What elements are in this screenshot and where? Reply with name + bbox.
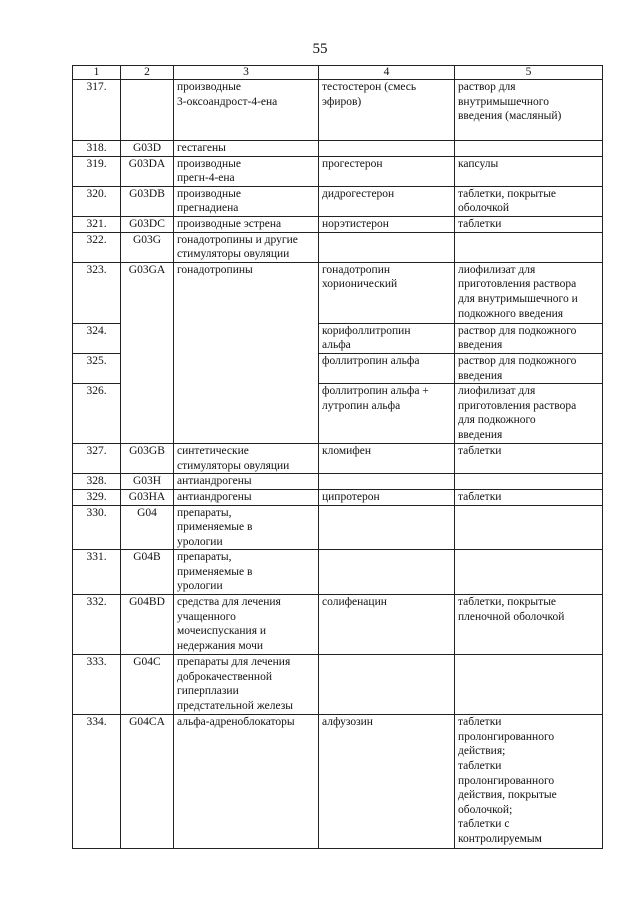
header-col-4: 4 — [319, 66, 455, 80]
drug-name: прогестерон — [319, 156, 455, 186]
table-row — [73, 262, 603, 323]
drug-name — [319, 232, 455, 262]
table-row — [73, 353, 603, 383]
atc-code: G03D — [121, 141, 174, 157]
group-name: антиандрогены — [174, 474, 319, 490]
row-number: 328. — [73, 474, 121, 490]
drug-name — [319, 505, 455, 550]
atc-code — [121, 384, 174, 444]
atc-code: G04CA — [121, 715, 174, 849]
table-row — [73, 595, 603, 655]
row-number: 330. — [73, 505, 121, 550]
group-name: производные прегн-4-ена — [174, 156, 319, 186]
dosage-form — [455, 141, 603, 157]
group-name: препараты, применяемые в урологии — [174, 550, 319, 595]
dosage-form: таблетки пролонгированного действия; таблетки пролонгированного действия, покрытые оболочкой; таблетки с контролируемым — [455, 715, 603, 849]
table-row — [73, 80, 603, 141]
drug-name: алфузозин — [319, 715, 455, 849]
row-number: 323. — [73, 262, 121, 323]
atc-code: G04B — [121, 550, 174, 595]
header-col-3: 3 — [174, 66, 319, 80]
atc-code: G03H — [121, 474, 174, 490]
dosage-form — [455, 505, 603, 550]
group-name: препараты для лечения доброкачественной гиперплазии предстательной железы — [174, 655, 319, 715]
row-number: 332. — [73, 595, 121, 655]
table-row — [73, 323, 603, 353]
atc-code: G04BD — [121, 595, 174, 655]
row-number: 327. — [73, 444, 121, 474]
dosage-form: таблетки — [455, 444, 603, 474]
drug-name: ципротерон — [319, 489, 455, 505]
atc-code: G03GA — [121, 262, 174, 323]
table-row — [73, 384, 603, 444]
drug-name: фоллитропин альфа + лутропин альфа — [319, 384, 455, 444]
table-row — [73, 444, 603, 474]
atc-code — [121, 353, 174, 383]
table-header-row — [73, 66, 603, 80]
group-name: препараты, применяемые в урологии — [174, 505, 319, 550]
atc-code: G03HA — [121, 489, 174, 505]
group-name: гонадотропины — [174, 262, 319, 323]
header-col-5: 5 — [455, 66, 603, 80]
header-col-1: 1 — [73, 66, 121, 80]
atc-code: G04 — [121, 505, 174, 550]
dosage-form — [455, 474, 603, 490]
drug-name: гонадотропин хорионический — [319, 262, 455, 323]
table-row — [73, 489, 603, 505]
drug-name: тестостерон (смесь эфиров) — [319, 80, 455, 141]
group-name: антиандрогены — [174, 489, 319, 505]
dosage-form: капсулы — [455, 156, 603, 186]
drug-name: солифенацин — [319, 595, 455, 655]
dosage-form: раствор для подкожного введения — [455, 353, 603, 383]
dosage-form: таблетки, покрытые оболочкой — [455, 186, 603, 216]
table-row — [73, 655, 603, 715]
group-name — [174, 353, 319, 383]
table-row — [73, 156, 603, 186]
drug-name — [319, 474, 455, 490]
atc-code: G03GB — [121, 444, 174, 474]
group-name: гестагены — [174, 141, 319, 157]
row-number: 324. — [73, 323, 121, 353]
row-number: 322. — [73, 232, 121, 262]
table-row — [73, 232, 603, 262]
row-number: 317. — [73, 80, 121, 141]
drug-table — [72, 65, 603, 849]
atc-code: G03DC — [121, 216, 174, 232]
table-row — [73, 715, 603, 849]
dosage-form: лиофилизат для приготовления раствора для подкожного введения — [455, 384, 603, 444]
row-number: 320. — [73, 186, 121, 216]
group-name: производные 3-оксоандрост-4-ена — [174, 80, 319, 141]
drug-name — [319, 141, 455, 157]
atc-code: G03G — [121, 232, 174, 262]
dosage-form: раствор для внутримышечного введения (масляный) — [455, 80, 603, 141]
row-number: 321. — [73, 216, 121, 232]
drug-name — [319, 550, 455, 595]
atc-code — [121, 80, 174, 141]
row-number: 318. — [73, 141, 121, 157]
drug-name: дидрогестерон — [319, 186, 455, 216]
row-number: 331. — [73, 550, 121, 595]
group-name: производные эстрена — [174, 216, 319, 232]
group-name — [174, 323, 319, 353]
dosage-form: таблетки — [455, 489, 603, 505]
atc-code: G04C — [121, 655, 174, 715]
group-name: синтетические стимуляторы овуляции — [174, 444, 319, 474]
row-number: 333. — [73, 655, 121, 715]
dosage-form: таблетки — [455, 216, 603, 232]
table-row — [73, 474, 603, 490]
page-number: 55 — [312, 41, 328, 57]
table-row — [73, 550, 603, 595]
drug-name: фоллитропин альфа — [319, 353, 455, 383]
drug-name: корифоллитропин альфа — [319, 323, 455, 353]
group-name — [174, 384, 319, 444]
atc-code: G03DA — [121, 156, 174, 186]
header-col-2: 2 — [121, 66, 174, 80]
group-name: гонадотропины и другие стимуляторы овуляции — [174, 232, 319, 262]
dosage-form — [455, 655, 603, 715]
group-name: альфа-адреноблокаторы — [174, 715, 319, 849]
drug-name: кломифен — [319, 444, 455, 474]
row-number: 334. — [73, 715, 121, 849]
table-row — [73, 186, 603, 216]
dosage-form: раствор для подкожного введения — [455, 323, 603, 353]
atc-code — [121, 323, 174, 353]
dosage-form: таблетки, покрытые пленочной оболочкой — [455, 595, 603, 655]
drug-name — [319, 655, 455, 715]
row-number: 326. — [73, 384, 121, 444]
drug-name: норэтистерон — [319, 216, 455, 232]
row-number: 319. — [73, 156, 121, 186]
dosage-form — [455, 232, 603, 262]
group-name: средства для лечения учащенного мочеиспускания и недержания мочи — [174, 595, 319, 655]
table-row — [73, 216, 603, 232]
dosage-form: лиофилизат для приготовления раствора для внутримышечного и подкожного введения — [455, 262, 603, 323]
table-row — [73, 505, 603, 550]
row-number: 325. — [73, 353, 121, 383]
table-row — [73, 141, 603, 157]
group-name: производные прегнадиена — [174, 186, 319, 216]
dosage-form — [455, 550, 603, 595]
atc-code: G03DB — [121, 186, 174, 216]
row-number: 329. — [73, 489, 121, 505]
